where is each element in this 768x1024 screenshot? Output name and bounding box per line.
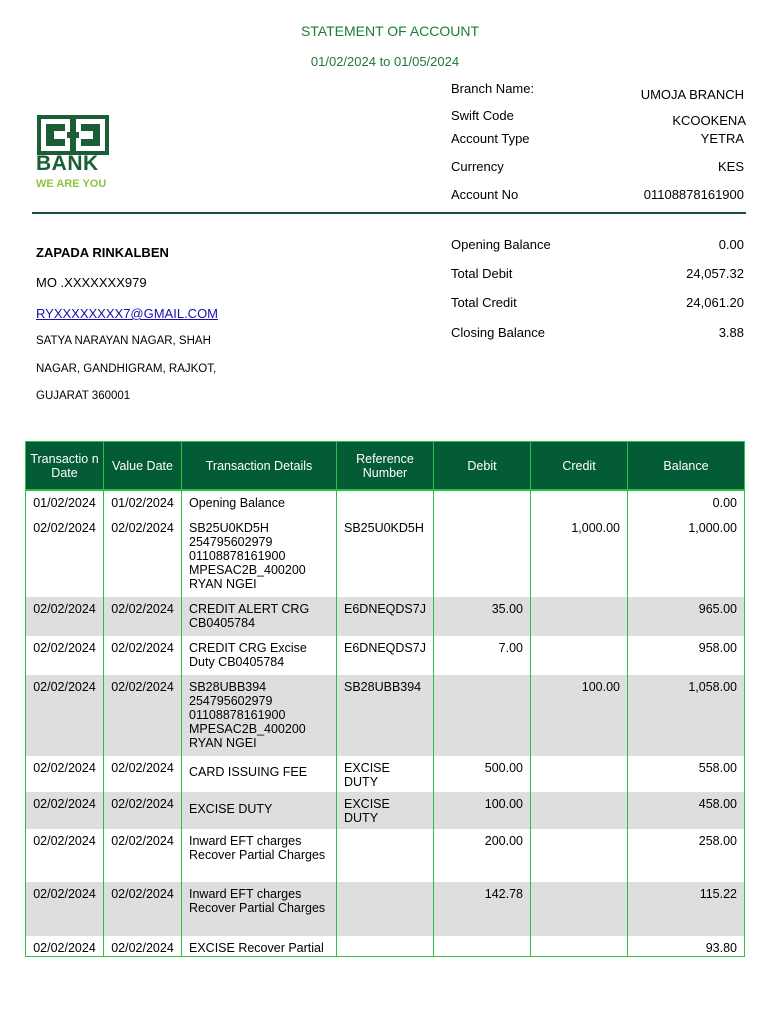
cell-value-date: 02/02/2024 <box>104 597 182 636</box>
cell-credit: 100.00 <box>531 675 628 756</box>
cell-reference: E6DNEQDS7J <box>337 597 434 636</box>
account-number-value: 01108878161900 <box>643 187 744 202</box>
cell-debit <box>434 490 531 516</box>
statement-period: 01/02/2024 to 01/05/2024 <box>310 54 460 69</box>
cell-transaction-date: 02/02/2024 <box>26 597 104 636</box>
opening-balance-value: 0.00 <box>718 237 744 252</box>
header-divider <box>32 212 746 214</box>
customer-address-line-2: NAGAR, GANDHIGRAM, RAJKOT, <box>36 363 217 375</box>
cell-debit <box>434 516 531 597</box>
cell-details: SB25U0KD5H 254795602979 01108878161900 MPESAC2B_400200 RYAN NGEI <box>182 516 337 597</box>
table-row <box>26 882 745 936</box>
cell-value-date: 02/02/2024 <box>104 756 182 792</box>
cell-debit: 35.00 <box>434 597 531 636</box>
table-row <box>26 792 745 829</box>
table-row <box>26 490 745 516</box>
cell-credit <box>531 597 628 636</box>
swift-code-value: KCOOKENA <box>672 113 746 128</box>
opening-balance-label: Opening Balance <box>451 237 551 252</box>
cell-transaction-date: 02/02/2024 <box>26 516 104 597</box>
closing-balance-value: 3.88 <box>718 325 744 340</box>
header-transaction-date: Transactio n Date <box>26 442 104 491</box>
cell-details: Inward EFT charges Recover Partial Charges <box>182 882 337 936</box>
cell-balance: 0.00 <box>628 490 745 516</box>
cell-value-date: 02/02/2024 <box>104 829 182 882</box>
table-row <box>26 756 745 792</box>
header-credit: Credit <box>531 442 628 491</box>
cell-value-date: 02/02/2024 <box>104 882 182 936</box>
customer-email-link[interactable]: RYXXXXXXXX7@GMAIL.COM <box>36 306 219 321</box>
cell-debit <box>434 936 531 956</box>
cell-balance: 965.00 <box>628 597 745 636</box>
cell-balance: 1,058.00 <box>628 675 745 756</box>
cell-credit <box>531 792 628 829</box>
cell-balance: 458.00 <box>628 792 745 829</box>
cell-transaction-date: 02/02/2024 <box>26 829 104 882</box>
cell-credit <box>531 936 628 956</box>
account-type-label: Account Type <box>451 131 530 146</box>
cell-details: EXCISE Recover Partial <box>182 936 337 956</box>
cell-debit <box>434 675 531 756</box>
cell-reference: EXCISE DUTY <box>337 756 434 792</box>
cell-debit: 142.78 <box>434 882 531 936</box>
total-credit-label: Total Credit <box>451 295 517 310</box>
cell-reference <box>337 829 434 882</box>
cell-details: EXCISE DUTY <box>182 792 337 829</box>
cell-reference <box>337 882 434 936</box>
cell-transaction-date: 02/02/2024 <box>26 936 104 956</box>
cell-balance: 258.00 <box>628 829 745 882</box>
currency-value: KES <box>717 159 744 174</box>
swift-code-label: Swift Code <box>451 108 514 123</box>
table-row <box>26 516 745 597</box>
cell-transaction-date: 02/02/2024 <box>26 756 104 792</box>
cell-details: CREDIT CRG Excise Duty CB0405784 <box>182 636 337 675</box>
cell-value-date: 02/02/2024 <box>104 936 182 956</box>
table-row <box>26 829 745 882</box>
cell-credit <box>531 756 628 792</box>
table-row <box>26 936 745 956</box>
cell-credit: 1,000.00 <box>531 516 628 597</box>
cell-details: Inward EFT charges Recover Partial Charges <box>182 829 337 882</box>
branch-name-value: UMOJA BRANCH <box>640 87 744 102</box>
statement-title: STATEMENT OF ACCOUNT <box>300 23 480 39</box>
cell-reference <box>337 936 434 956</box>
bank-logo <box>36 114 112 196</box>
table-row <box>26 675 745 756</box>
account-number-label: Account No <box>451 187 519 202</box>
account-type-value: YETRA <box>700 131 744 146</box>
cell-value-date: 02/02/2024 <box>104 792 182 829</box>
cell-transaction-date: 02/02/2024 <box>26 675 104 756</box>
total-credit-value: 24,061.20 <box>686 295 744 310</box>
cell-value-date: 02/02/2024 <box>104 516 182 597</box>
cell-details: Opening Balance <box>182 490 337 516</box>
cell-transaction-date: 02/02/2024 <box>26 636 104 675</box>
cell-credit <box>531 490 628 516</box>
cell-reference: E6DNEQDS7J <box>337 636 434 675</box>
customer-address-line-3: GUJARAT 360001 <box>36 390 131 402</box>
branch-name-label: Branch Name: <box>451 81 535 96</box>
header-balance: Balance <box>628 442 745 491</box>
cell-reference: SB25U0KD5H <box>337 516 434 597</box>
logo-bank-text: BANK <box>36 152 99 175</box>
total-debit-label: Total Debit <box>451 266 513 281</box>
header-reference-number: Reference Number <box>337 442 434 491</box>
header-transaction-details: Transaction Details <box>182 442 337 491</box>
cell-debit: 200.00 <box>434 829 531 882</box>
cell-transaction-date: 02/02/2024 <box>26 882 104 936</box>
total-debit-value: 24,057.32 <box>686 266 744 281</box>
table-row <box>26 597 745 636</box>
cell-credit <box>531 636 628 675</box>
cell-reference: SB28UBB394 <box>337 675 434 756</box>
header-value-date: Value Date <box>104 442 182 491</box>
cell-balance: 558.00 <box>628 756 745 792</box>
cell-debit: 500.00 <box>434 756 531 792</box>
logo-tagline: WE ARE YOU <box>36 178 107 190</box>
table-row <box>26 636 745 675</box>
cell-balance: 1,000.00 <box>628 516 745 597</box>
customer-mobile: MO .XXXXXXX979 <box>36 275 147 290</box>
customer-address-line-1: SATYA NARAYAN NAGAR, SHAH <box>36 335 211 347</box>
cell-debit: 100.00 <box>434 792 531 829</box>
cell-balance: 115.22 <box>628 882 745 936</box>
cell-transaction-date: 01/02/2024 <box>26 490 104 516</box>
cell-details: SB28UBB394 254795602979 01108878161900 MPESAC2B_400200 RYAN NGEI <box>182 675 337 756</box>
cell-value-date: 01/02/2024 <box>104 490 182 516</box>
cell-balance: 93.80 <box>628 936 745 956</box>
cell-details: CARD ISSUING FEE <box>182 756 337 792</box>
cell-credit <box>531 882 628 936</box>
currency-label: Currency <box>451 159 504 174</box>
closing-balance-label: Closing Balance <box>451 325 545 340</box>
cell-balance: 958.00 <box>628 636 745 675</box>
customer-name: ZAPADA RINKALBEN <box>36 245 169 260</box>
cell-reference: EXCISE DUTY <box>337 792 434 829</box>
transactions-table <box>25 441 745 957</box>
cell-value-date: 02/02/2024 <box>104 636 182 675</box>
co-op-logo-mark-icon <box>36 114 110 156</box>
cell-transaction-date: 02/02/2024 <box>26 792 104 829</box>
cell-value-date: 02/02/2024 <box>104 675 182 756</box>
cell-debit: 7.00 <box>434 636 531 675</box>
cell-details: CREDIT ALERT CRG CB0405784 <box>182 597 337 636</box>
table-header-row <box>26 442 745 491</box>
header-debit: Debit <box>434 442 531 491</box>
cell-reference <box>337 490 434 516</box>
cell-credit <box>531 829 628 882</box>
